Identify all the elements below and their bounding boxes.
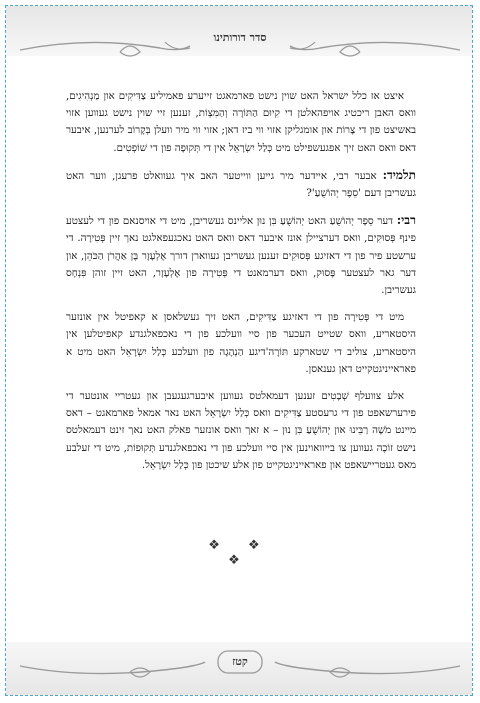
speaker-label-talmid: תלמיד: — [382, 167, 416, 182]
running-header: סדר דורותינו — [213, 31, 267, 44]
page-content — [66, 88, 416, 484]
section-separator: ❖ ❖ ❖ — [208, 538, 272, 568]
dialogue-text-rebbe: דער סֵפֶר יְהוֹשֻׁעַ האט יְהוֹשֻׁעַ בִּן נוּן אליינס געשריבן, מיט די אויסנאם פון די לעצטע פינף פְּסוּקִים, וואס דערציילן אונז איבער דאס וואס האט נאכגעפאלגט נאך זיין פְּטִירָה. די ערשטע פיר פון די דאזיגע פְּסוּקִים זענען געשריבן געווארן דורך אֶלְעָזָר בֶּן אַהֲרֹן הַכֹּהֵן, און דער גאר לעצטער פָּסוּק, וואס דערמאנט די פְּטִירָה פון אֶלְעָזָר, האט זיין זוהן פִּנְחָס געשריבן. — [66, 216, 416, 297]
dialogue-talmid — [66, 167, 416, 202]
speaker-label-rebbe: רבי: — [396, 213, 416, 228]
closing-paragraph-2: אלע צוועלף שְׁבָטִים זענען דעמאלטס געווען איבערגעגעבן און געטריי אונטער די פירערשאפט פון די גרעסטע צַדִּיקִים וואס כְּלַל יִשְׂרָאֵל האט נאר אמאל פארמאגט – דאס מיינט מֹשֶׁה רַבֵּינוּ און יְהוֹשֻׁעַ בִּן נוּן – א זאך וואס אונזער פאלק האט נאך זינט דעמאלטס נישט זוֹכֶה געווען צו בייוואוינען אין סיי וועלכע פון די נאכפאלגנדע תְּקוּפוֹת, מיט די זעלבע מאס געטריישאפט און פאראייניגטקייט פון אלע שיכטן פון כְּלַל יִשְׂרָאֵל. — [66, 391, 416, 471]
dialogue-text-talmid: אבער רבי, איידער מיר גייען ווייטער האב איך געוואלט פרעגן, ווער האט געשריבן דעם 'סֵפֶר יְהוֹשֻׁעַ'? — [66, 170, 416, 200]
closing-paragraph-1: מיט די פְּטִירָה פון די דאזיגע צַדִּיקִים, האט זיך געשלאסן א קאפיטל אין אונזער היסטאריע, וואס שטייט העכער פון סיי וועלכע פון די נאכפאלגנדע קאפיטלען אין היסטאריע, צוליב די שטארקע תּוֹרָה'דיגע הַנְהָגָה פון וועלכע כְּלַל יִשְׂרָאֵל האט מיט א פאראייניגטקייט דאן גענאסן. — [66, 312, 416, 375]
intro-paragraph: איצט אז כלל ישראל האט שוין נישט פארמאגט זייערע פאמיליע צַדִּיקִים און מַנְהִיגִים, וואס האבן ריכטיג אויפהאלטן די קִיוּם הַתּוֹרָה וְהַמִּצְוֹת, זענען זיי שוין נישט געווען אזוי באשיצט פון די צָרוֹת און אומגליקן אזוי ווי ביז דאן; אזוי ווי מיר וועלן בְּקָרוֹב לערנען, איבער דאס וואס האט זיך אפגעשפילט מיט כְּלַל יִשְׂרָאֵל אין די תְּקוּפָה פון די שׁוֹפְטִים. — [66, 91, 416, 154]
dialogue-rebbe — [66, 212, 416, 299]
page-number: קטז — [232, 655, 248, 668]
